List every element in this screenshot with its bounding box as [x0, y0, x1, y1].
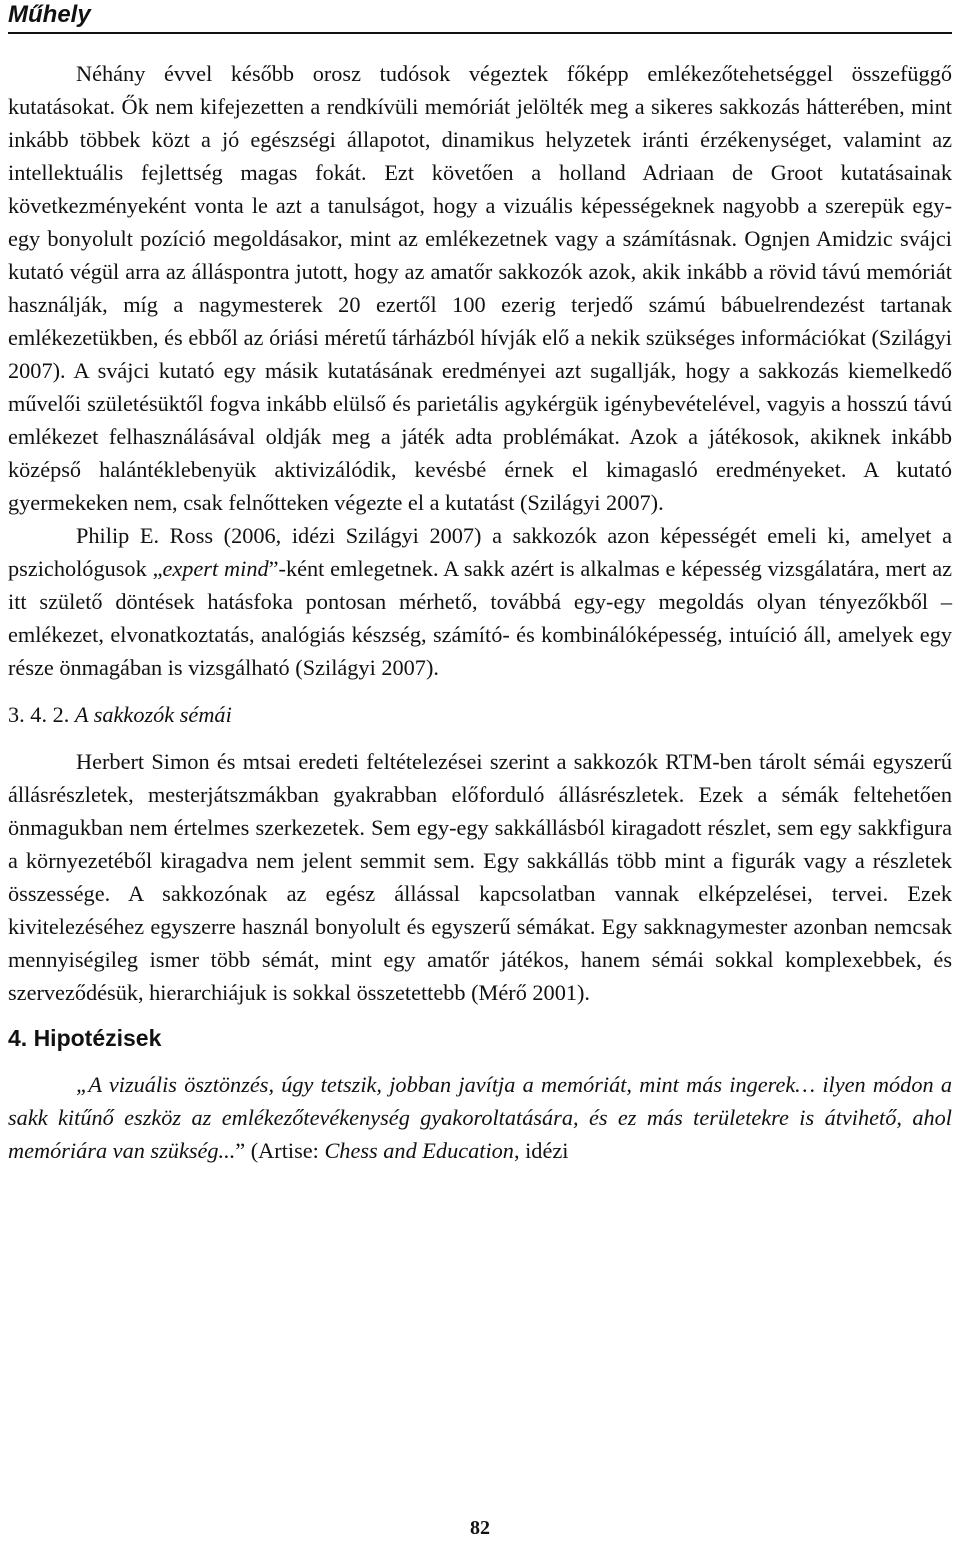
- paragraph-expert-mind-start: Philip E. Ross (2006, idézi Szilágyi 2007) a sakkozók azon képességét emeli ki, amelyet a pszichológusok „: [8, 523, 952, 581]
- page-body: [8, 57, 952, 1167]
- paragraph-expert-mind-end: ”-ként emlegetnek. A sakk azért is alkalmas e képesség vizsgálatára, mert az itt születő döntések hatásfoka pontosan mérhető, továbbá egy-egy megoldás olyan tényezőkből – emlékezet, elvonatkoztatás, analógiás készség, számító- és kombinálóképesség, intuíció áll, amelyek egy része önmagában is vizsgálható (Szilágyi 2007).: [8, 556, 952, 680]
- quote-attribution: ” (Artise:: [235, 1138, 325, 1163]
- paragraph-memory-research: Néhány évvel később orosz tudósok végeztek főképp emlékezőtehetséggel összefüggő kutatásokat. Ők nem kifejezetten a rendkívüli memóriát jelölték meg a sikeres sakkozás hátterében, mint inkább többek közt a jó egészségi állapotot, dinamikus helyzetek iránti érzékenységet, valamint az intellektuális fejlettség magas fokát. Ezt követően a holland Adriaan de Groot kutatásainak következményeként vonta le azt a tanulságot, hogy a vizuális képességeknek nagyobb a szerepük egy-egy bonyolult pozíció megoldásakor, mint az emlékezetnek vagy a számításnak. Ognjen Amidzic svájci kutató végül arra az álláspontra jutott, hogy az amatőr sakkozók azok, akik inkább a rövid távú memóriát használják, míg a nagymesterek 20 ezertől 100 ezerig terjedő számú bábuelrendezést tartanak emlékezetükben, és ebből az óriási méretű tárházból hívják elő a nekik szükséges információkat (Szilágyi 2007). A svájci kutató egy másik kutatásának eredményei azt sugallják, hogy a sakkozás kiemelkedő művelői születésüktől fogva inkább elülső és parietális agykérgük igénybevételével, vagyis a hosszú távú emlékezet felhasználásával oldják meg a játék adta problémákat. Azok a játékosok, akiknek inkább középső halántéklebenyük aktivizálódik, kevésbé érnek el kimagasló eredményeket. A kutató gyermekeken nem, csak felnőtteken végezte el a kutatást (Szilágyi 2007).: [8, 61, 952, 515]
- expert-mind-term: expert mind: [162, 556, 269, 581]
- quote-text: „A vizuális ösztönzés, úgy tetszik, jobban javítja a memóriát, mint más ingerek… ilyen módon a sakk kitűnő eszköz az emlékezőtevékenység gyakoroltatására, és ez más területekre is átvihető, ahol memóriára van szükség...: [8, 1072, 952, 1163]
- running-header: [8, 0, 952, 36]
- quote-tail: , idézi: [513, 1138, 569, 1163]
- paragraph-quote: [8, 1068, 952, 1167]
- subsection-title: A sakkozók sémái: [74, 702, 232, 727]
- header-title: Műhely: [8, 1, 91, 28]
- page-number: 82: [470, 1517, 490, 1539]
- subsection-heading: [8, 698, 952, 731]
- paragraph-expert-mind: [8, 519, 952, 684]
- section-heading: 4. Hipotézisek: [8, 1025, 162, 1051]
- header-rule: [8, 32, 952, 34]
- subsection-number: 3. 4. 2.: [8, 702, 70, 727]
- paragraph-schemas: Herbert Simon és mtsai eredeti feltételezései szerint a sakkozók RTM-ben tárolt sémái egyszerű állásrészletek, mesterjátszmákban gyakrabban előforduló állásrészletek. Ezek a sémák feltehetően önmagukban nem értelmes szerkezetek. Sem egy-egy sakkállásból kiragadott részlet, sem egy sakkfigura a környezetéből kiragadva nem jelent semmit sem. Egy sakkállás több mint a figurák vagy a részletek összessége. A sakkozónak az egész állással kapcsolatban vannak elképzelései, tervei. Ezek kivitelezéséhez egyszerre használ bonyolult és egyszerű sémákat. Egy sakknagymester azonban nemcsak mennyiségileg ismer több sémát, mint egy amatőr játékos, hanem sémái sokkal komplexebbek, és szerveződésük, hierarchiájuk is sokkal összetettebb (Mérő 2001).: [8, 749, 952, 1005]
- quote-source-title: Chess and Education: [324, 1138, 514, 1163]
